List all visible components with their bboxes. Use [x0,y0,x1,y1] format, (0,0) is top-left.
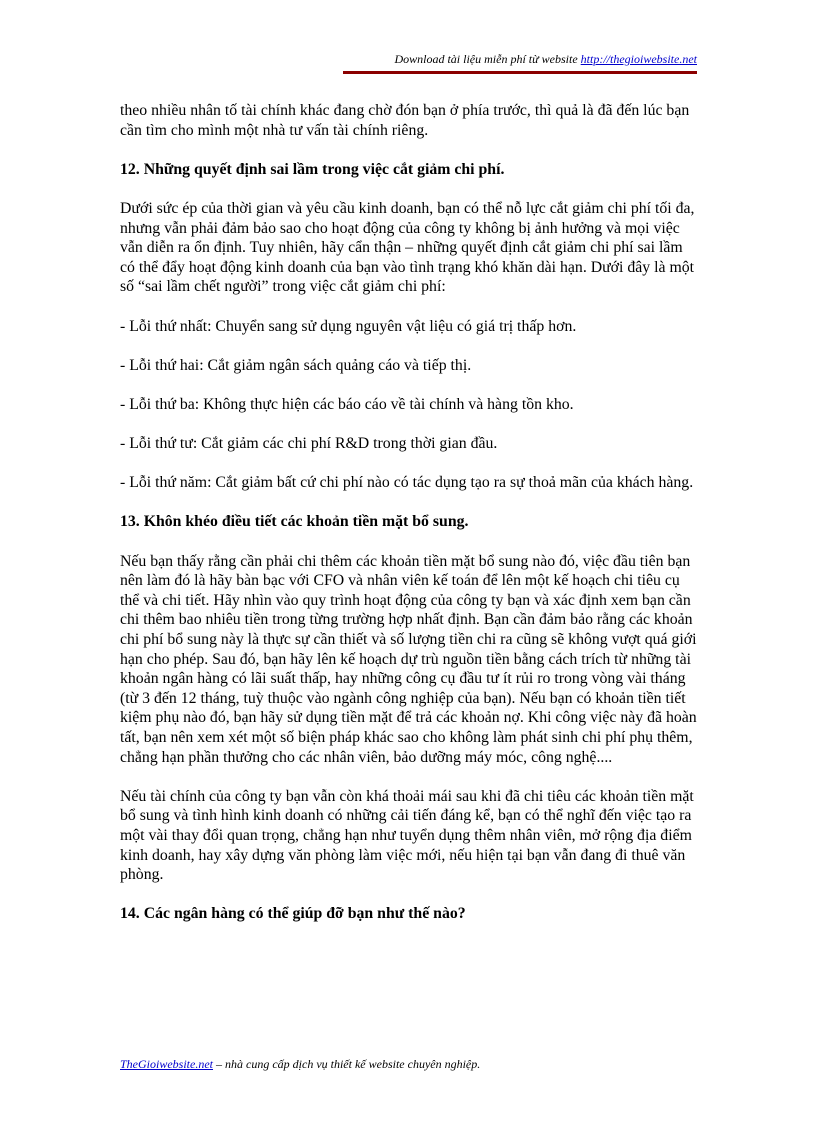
section-13-heading: 13. Khôn khéo điều tiết các khoản tiền mặt bổ sung. [120,513,469,531]
intro-paragraph: theo nhiều nhân tố tài chính khác đang chờ đón bạn ở phía trước, thì quả là đã đến lúc bạn cần tìm cho mình một nhà tư vấn tài chính riêng. [120,102,690,139]
list-item: - Lỗi thứ ba: Không thực hiện các báo cáo về tài chính và hàng tồn kho. [120,395,574,413]
footer-link[interactable]: TheGioiwebsite.net [120,1057,213,1071]
list-item: - Lỗi thứ nhất: Chuyển sang sử dụng nguyên vật liệu có giá trị thấp hơn. [120,317,577,335]
page-header [120,50,697,68]
list-item: - Lỗi thứ năm: Cắt giảm bất cứ chi phí nào có tác dụng tạo ra sự thoả mãn của khách hàng. [120,474,694,492]
document-body [120,101,698,944]
header-divider [343,71,697,74]
section-12-paragraph: Dưới sức ép của thời gian và yêu cầu kinh doanh, bạn có thể nỗ lực cắt giảm chi phí tối đa, nhưng vẫn phải đảm bảo sao cho hoạt động của công ty không bị ảnh hưởng và mọi việc vẫn diễn ra ổn định. Tuy nhiên, hãy cẩn thận – những quyết định cắt giảm chi phí sai lầm có thể đẩy hoạt động kinh doanh của bạn vào tình trạng khó khăn dài hạn. Dưới đây là một số “sai lầm chết người” trong việc cắt giảm chi phí: [120,199,695,296]
list-item: - Lỗi thứ tư: Cắt giảm các chi phí R&D trong thời gian đầu. [120,435,498,453]
section-13-paragraph-1: Nếu bạn thấy rằng cần phải chi thêm các khoản tiền mặt bổ sung nào đó, việc đầu tiên bạn nên làm đó là hãy bàn bạc với CFO và nhân viên kế toán để lên một kế hoạch chi tiêu cụ thể và chi tiết. Hãy nhìn vào quy trình hoạt động của công ty bạn và xác định xem bạn cần chi thêm bao nhiêu tiền trong từng trường hợp nhất định. Bạn cần đảm bảo rằng các khoản chi phí bổ sung này là thực sự cần thiết và số lượng tiền chi ra cũng sẽ không vượt quá giới hạn cho phép. Sau đó, bạn hãy lên kế hoạch dự trù nguồn tiền bằng cách trích từ những tài khoản ngân hàng có lãi suất thấp, hay những công cụ đầu tư ít rủi ro trong vòng vài tháng (từ 3 đến 12 tháng, tuỳ thuộc vào ngành công nghiệp của bạn). Nếu bạn có khoản tiền tiết kiệm phụ nào đó, bạn hãy sử dụng tiền mặt để trả các khoản nợ. Khi công việc này đã hoàn tất, bạn nên xem xét một số biện pháp khác sao cho không làm phát sinh chi phí phụ thêm, chẳng hạn phần thưởng cho các nhân viên, bảo dưỡng máy móc, công nghệ.... [120,552,697,766]
page-footer [120,1055,697,1073]
section-13-paragraph-2: Nếu tài chính của công ty bạn vẫn còn khá thoải mái sau khi đã chi tiêu các khoản tiền mặt bổ sung và tình hình kinh doanh có những cải tiến đáng kể, bạn có thể nghĩ đến việc tạo ra một vài thay đổi quan trọng, chẳng hạn như tuyển dụng thêm nhân viên, mở rộng địa điểm kinh doanh, hay xây dựng văn phòng làm việc mới, nếu hiện tại bạn vẫn đang đi thuê văn phòng. [120,787,694,884]
header-text: Download tài liệu miễn phí từ website [394,52,581,66]
footer-text: – nhà cung cấp dịch vụ thiết kế website chuyên nghiệp. [213,1057,481,1071]
section-12-heading: 12. Những quyết định sai lầm trong việc cắt giảm chi phí. [120,160,505,178]
list-item: - Lỗi thứ hai: Cắt giảm ngân sách quảng cáo và tiếp thị. [120,356,472,374]
section-14-heading: 14. Các ngân hàng có thể giúp đỡ bạn như thế nào? [120,905,466,923]
header-link[interactable]: http://thegioiwebsite.net [580,52,697,66]
